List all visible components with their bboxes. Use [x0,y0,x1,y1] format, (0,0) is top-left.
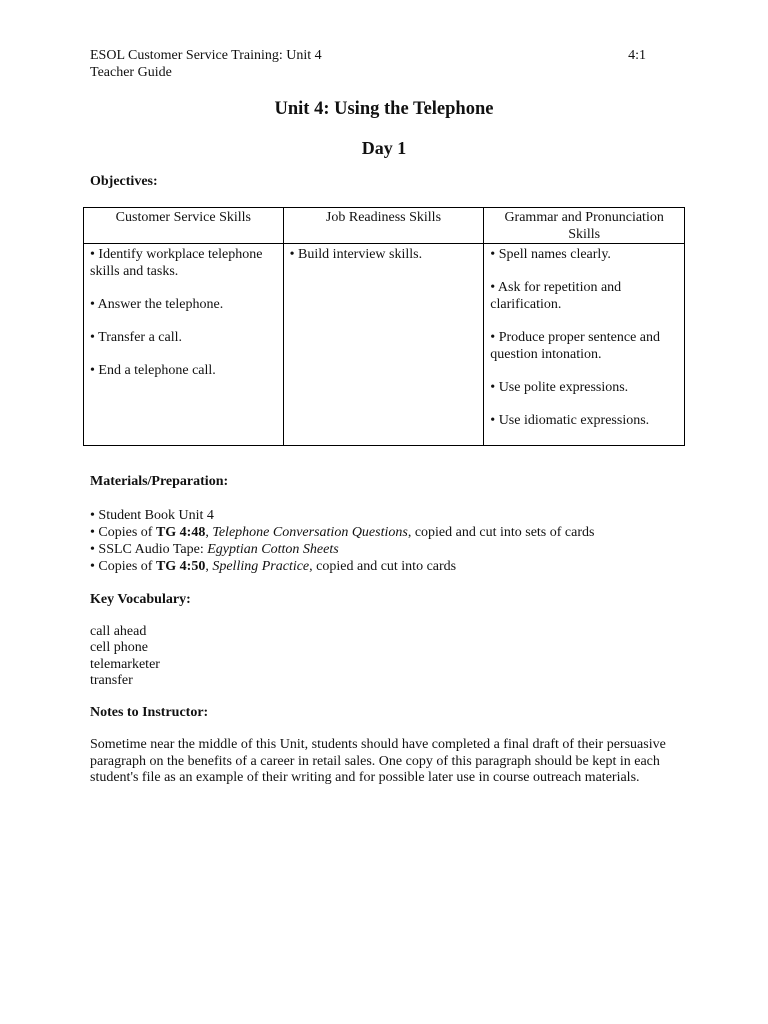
materials-list [90,507,594,575]
page-number: 4:1 [628,48,646,63]
list-item: • End a telephone call. [90,363,216,378]
list-item: • Identify workplace telephone skills and tasks. [90,247,263,279]
list-item [90,507,594,524]
item-code: TG 4:48 [155,525,206,540]
guide-label: Teacher Guide [90,65,172,80]
vocabulary-word: transfer [90,672,133,688]
column-header-job-readiness: Job Readiness Skills [283,208,484,244]
list-item: • Use idiomatic expressions. [490,413,650,428]
page-header [90,47,646,81]
list-item: • Ask for repetition and clarification. [490,280,622,312]
vocabulary-list [90,624,160,689]
list-item: • Transfer a call. [90,330,182,345]
job-readiness-skills-cell [283,244,484,446]
list-item: • Build interview skills. [289,247,423,262]
column-header-grammar: Grammar and Pronunciation Skills [484,208,685,244]
list-item [90,541,594,558]
notes-paragraph: Sometime near the middle of this Unit, students should have completed a final draft of their persuasive paragraph on the benefits of a career in retail sales. One copy of this paragraph should be kept in each student's file as an example of their writing and for possible later use in course outreach materials. [90,737,666,785]
list-item: • Spell names clearly. [490,247,611,262]
vocabulary-heading: Key Vocabulary: [90,592,191,607]
item-text: • Copies of [90,559,156,574]
item-separator: , [205,525,213,540]
vocabulary-word: cell phone [90,640,148,656]
day-title: Day 1 [361,138,407,158]
vocabulary-word: call ahead [90,624,147,639]
unit-title: Unit 4: Using the Telephone [274,99,494,119]
item-code: TG 4:50 [155,559,206,574]
column-header-customer-service: Customer Service Skills [84,208,284,244]
list-item: • Answer the telephone. [90,297,224,312]
list-item: • Produce proper sentence and question intonation. [490,330,661,362]
notes-heading: Notes to Instructor: [90,705,209,720]
item-title: Spelling Practice [212,559,310,574]
item-text: • Copies of [90,525,156,540]
course-title: ESOL Customer Service Training: Unit 4 [90,48,322,63]
objectives-table [83,207,685,446]
item-text: • SSLC Audio Tape: [90,542,208,557]
item-title: Egyptian Cotton Sheets [207,542,339,557]
list-item [90,524,594,541]
customer-service-skills-cell [84,244,284,446]
list-item [90,558,594,575]
vocabulary-word: telemarketer [90,656,160,672]
item-title: Telephone Conversation Questions [212,525,408,540]
item-separator: , [205,559,213,574]
item-text: • Student Book Unit 4 [90,508,214,523]
grammar-skills-cell [484,244,685,446]
item-text: , copied and cut into sets of cards [407,525,595,540]
objectives-heading: Objectives: [90,174,158,189]
item-text: , copied and cut into cards [309,559,457,574]
materials-heading: Materials/Preparation: [90,474,229,489]
list-item: • Use polite expressions. [490,380,629,395]
